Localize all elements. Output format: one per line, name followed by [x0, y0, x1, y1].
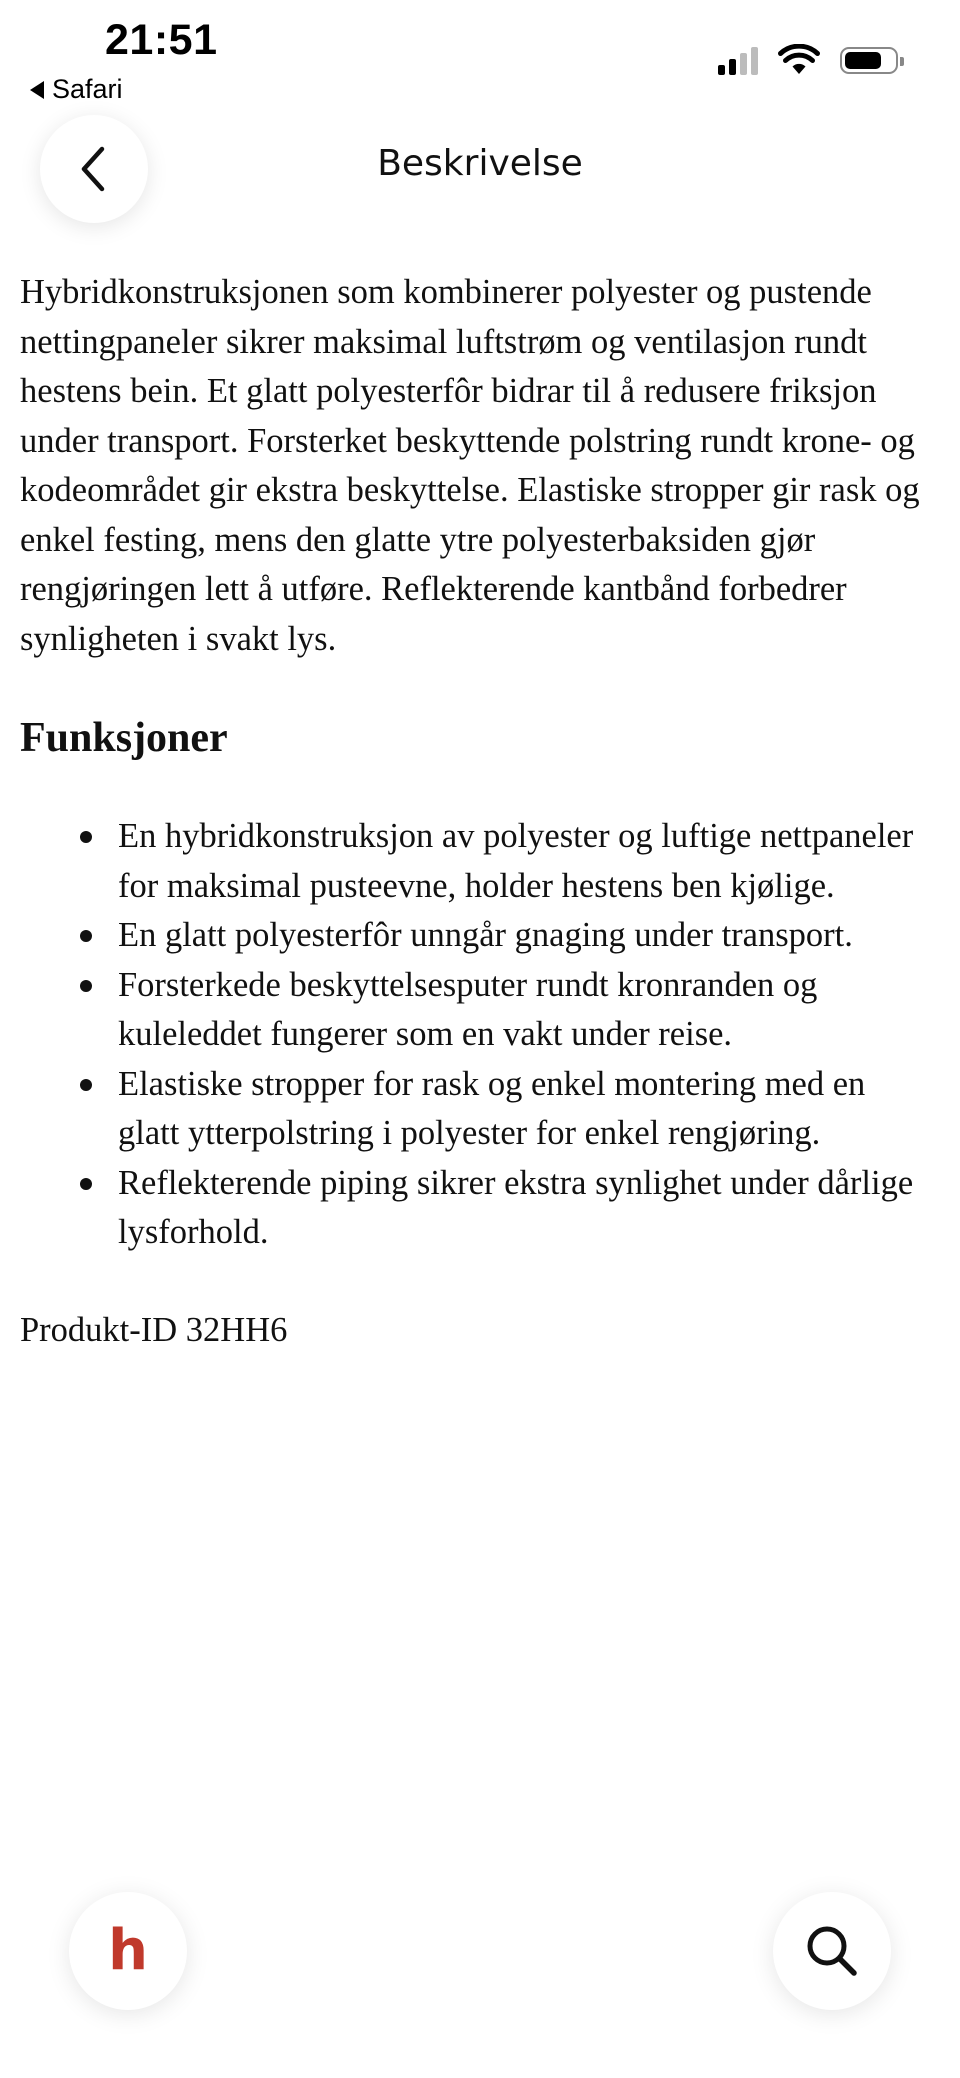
description-text: Hybridkonstruksjonen som kombinerer polyester og pustende nettingpaneler sikrer maksimal luftstrøm og ventilasjon rundt hestens bein. Et glatt polyesterfôr bidrar til å redusere friksjon under transport. Forsterket beskyttende polstring rundt krone- og kodeområdet gir ekstra beskyttelse. Elastiske stropper gir rask og enkel festing, mens den glatte ytre polyesterbaksiden gjør rengjøringen lett å utføre. Reflekterende kantbånd forbedrer synligheten i svakt lys.	[20, 273, 920, 658]
features-list	[20, 812, 935, 1258]
page-title: Beskrivelse	[377, 143, 583, 184]
wifi-icon	[778, 44, 820, 76]
feature-item: Forsterkede beskyttelsesputer rundt kronranden og kuleleddet fungerer som en vakt under reise.	[118, 961, 935, 1060]
product-id: Produkt-ID 32HH6	[20, 1310, 288, 1349]
back-to-safari[interactable]	[30, 74, 123, 105]
cellular-signal-icon	[718, 45, 758, 75]
feature-item: En hybridkonstruksjon av polyester og luftige nettpaneler for maksimal pusteevne, holder hestens ben kjølige.	[118, 812, 935, 911]
feature-item: Elastiske stropper for rask og enkel montering med en glatt ytterpolstring i polyester for enkel rengjøring.	[118, 1060, 935, 1159]
search-icon	[802, 1921, 862, 1981]
features-heading: Funksjoner	[20, 715, 228, 761]
brand-logo-icon: h	[108, 1918, 148, 1983]
status-icons	[718, 44, 898, 76]
back-app-label: Safari	[52, 74, 123, 104]
back-triangle-icon	[30, 81, 44, 99]
feature-item: En glatt polyesterfôr unngår gnaging under transport.	[118, 911, 935, 961]
feature-item: Reflekterende piping sikrer ekstra synlighet under dårlige lysforhold.	[118, 1159, 935, 1258]
home-button[interactable]	[69, 1892, 187, 2010]
battery-icon	[840, 47, 898, 74]
status-time: 21:51	[105, 16, 218, 64]
description-content	[20, 268, 935, 1355]
search-button[interactable]	[773, 1892, 891, 2010]
